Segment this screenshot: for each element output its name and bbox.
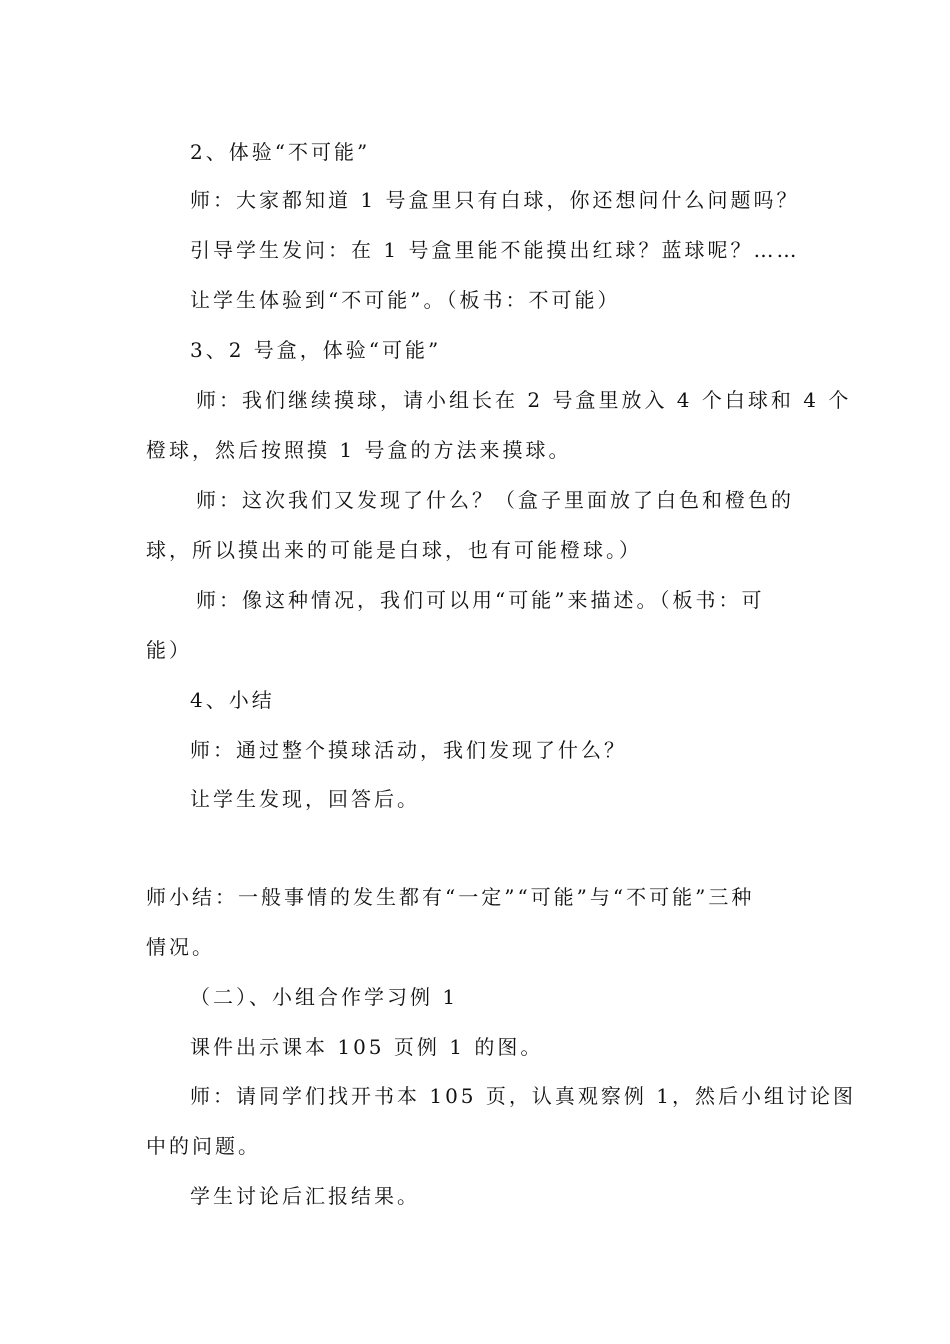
paragraph-line: 师：我们继续摸球，请小组长在 2 号盒里放入 4 个白球和 4 个	[196, 388, 852, 412]
paragraph-line: 让学生体验到“不可能”。（板书：不可能）	[190, 288, 621, 312]
paragraph-line: 中的问题。	[146, 1134, 261, 1158]
paragraph-line: 师：大家都知道 1 号盒里只有白球，你还想问什么问题吗？	[190, 188, 800, 212]
paragraph-line: 引导学生发问：在 1 号盒里能不能摸出红球？蓝球呢？……	[190, 238, 800, 262]
paragraph-line: 课件出示课本 105 页例 1 的图。	[190, 1035, 544, 1059]
paragraph-line: 师：像这种情况，我们可以用“可能”来描述。（板书：可	[196, 588, 765, 612]
paragraph-line: 师：这次我们又发现了什么？（盒子里面放了白色和橙色的	[196, 488, 794, 512]
heading-summary: 4、小结	[190, 688, 275, 712]
heading-experience-impossible: 2、体验“不可能”	[190, 140, 371, 164]
paragraph-line: 能）	[146, 638, 192, 662]
heading-group-cooperation: （二）、小组合作学习例 1	[190, 985, 459, 1009]
paragraph-line: 师小结：一般事情的发生都有“一定”“可能”与“不可能”三种	[146, 885, 755, 909]
paragraph-line: 师：请同学们找开书本 105 页，认真观察例 1，然后小组讨论图	[190, 1084, 856, 1108]
paragraph-line: 球，所以摸出来的可能是白球，也有可能橙球。）	[146, 538, 642, 562]
paragraph-line: 师：通过整个摸球活动，我们发现了什么？	[190, 738, 627, 762]
heading-box-2-possible: 3、2 号盒，体验“可能”	[190, 338, 442, 362]
paragraph-line: 学生讨论后汇报结果。	[190, 1184, 420, 1208]
paragraph-line: 情况。	[146, 935, 215, 959]
paragraph-line: 让学生发现，回答后。	[190, 787, 420, 811]
paragraph-line: 橙球，然后按照摸 1 号盒的方法来摸球。	[146, 438, 572, 462]
